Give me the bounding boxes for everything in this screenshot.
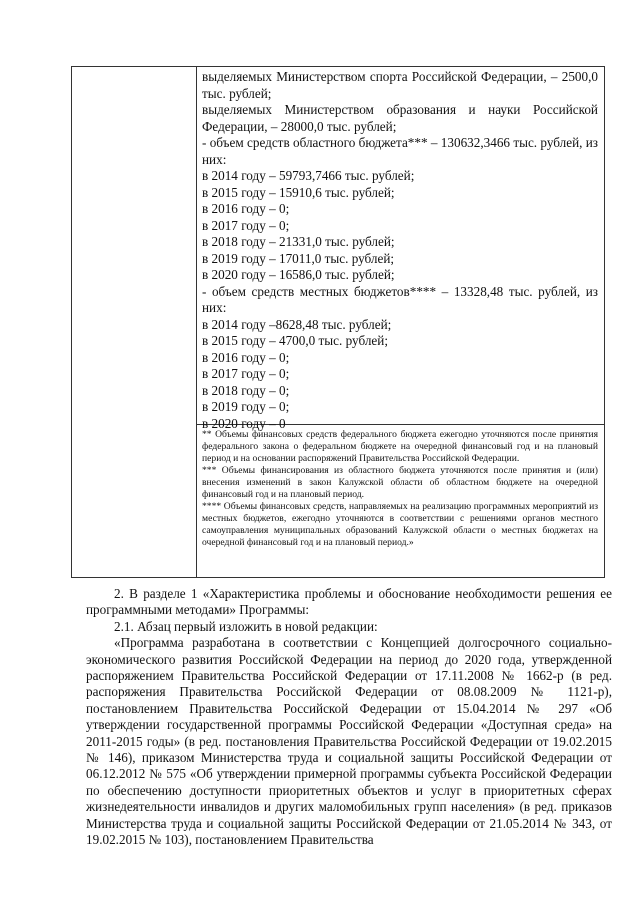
footnote: **** Объемы финансовых средств, направляемых на реализацию программных мероприятий из местных бюджетов, ежегодно уточняются в соответствии с решениями органов местного самоуправления муниципальных образований Калужской области о местных бюджетах на очередной финансовый год и на плановый период.»: [202, 501, 598, 548]
body-paragraph: «Программа разработана в соответствии с Концепцией долгосрочного социально-экономического развития Российской Федерации на период до 2020 года, утвержденной распоряжением Правительства Российской Федерации от 17.11.2008 № 1662-р (в ред. распоряжения Правительства Российской Федерации от 08.08.2009 № 1121-р), постановлением Правительства Российской Федерации от 15.04.2014 № 297 «Об утверждении государственной программы Российской Федерации «Доступная среда» на 2011-2015 годы» (в ред. постановления Правительства Российской Федерации от 19.02.2015 № 146), приказом Министерства труда и социальной защиты Российской Федерации от 06.12.2012 № 575 «Об утверждении примерной программы субъекта Российской Федерации по обеспечению доступности приоритетных объектов и услуг в приоритетных сферах жизнедеятельности инвалидов и других маломобильных групп населения» (в ред. приказов Министерства труда и социальной защиты Российской Федерации от 21.05.2014 № 343, от 19.02.2015 № 103), постановлением Правительства: [86, 635, 612, 848]
funding-cell: [202, 69, 598, 432]
body-paragraph: 2. В разделе 1 «Характеристика проблемы и обоснование необходимости решения ее программными методами» Программы:: [86, 586, 612, 618]
cell-line: в 2017 году – 0;: [202, 366, 290, 381]
footnote: *** Объемы финансирования из областного бюджета уточняются после принятия и (или) внесения изменений в закон Калужской области об областном бюджете на очередной финансовый год и на плановый период.: [202, 465, 598, 500]
footnote: ** Объемы финансовых средств федерального бюджета ежегодно уточняются после принятия федерального закона о федеральном бюджете на очередной финансовый год и на плановый период и на основании распоряжений Правительства Российской Федерации.: [202, 429, 598, 464]
footnotes-cell: [202, 429, 598, 549]
cell-line: - объем средств областного бюджета*** – 130632,3466 тыс. рублей, из них:: [202, 135, 598, 167]
cell-line: в 2015 году – 15910,6 тыс. рублей;: [202, 184, 395, 200]
document-body: [86, 586, 612, 849]
cell-line: в 2020 году – 0: [202, 415, 286, 431]
table-column-divider: [196, 67, 197, 577]
cell-line: в 2016 году – 0;: [202, 201, 290, 216]
cell-line: в 2019 году – 0;: [202, 399, 290, 414]
cell-line: в 2018 году – 0;: [202, 382, 290, 398]
cell-line: в 2019 году – 17011,0 тыс. рублей;: [202, 250, 395, 266]
body-paragraph: 2.1. Абзац первый изложить в новой редакции:: [114, 618, 378, 634]
funding-table: [71, 66, 605, 578]
cell-line: выделяемых Министерством образования и науки Российской Федерации, – 28000,0 тыс. рублей;: [202, 102, 598, 134]
cell-line: выделяемых Министерством спорта Российской Федерации, – 2500,0 тыс. рублей;: [202, 69, 598, 101]
cell-line: в 2016 году – 0;: [202, 349, 290, 365]
cell-line: - объем средств местных бюджетов**** – 13328,48 тыс. рублей, из них:: [202, 283, 598, 315]
cell-line: в 2020 году – 16586,0 тыс. рублей;: [202, 267, 395, 282]
cell-line: в 2018 году – 21331,0 тыс. рублей;: [202, 234, 395, 249]
cell-line: в 2015 году – 4700,0 тыс. рублей;: [202, 333, 388, 348]
cell-line: в 2017 году – 0;: [202, 217, 290, 233]
cell-line: в 2014 году – 59793,7466 тыс. рублей;: [202, 168, 415, 183]
cell-line: в 2014 году –8628,48 тыс. рублей;: [202, 316, 392, 332]
